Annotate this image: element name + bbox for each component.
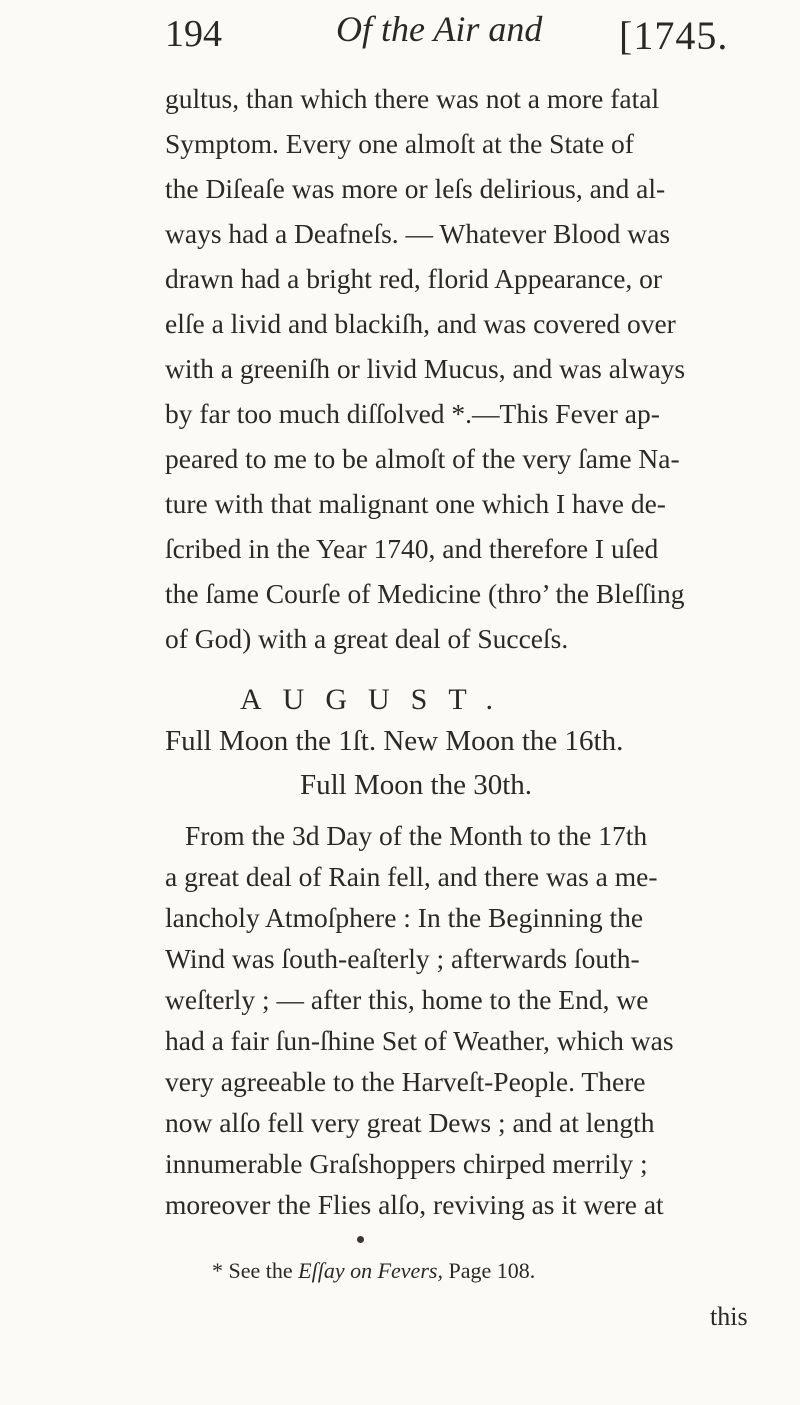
moon-phases-line-1: Full Moon the 1ſt. New Moon the 16th. <box>165 725 624 757</box>
text-line: with a greeniſh or livid Mucus, and was always <box>165 353 686 384</box>
text-line: moreover the Flies alſo, reviving as it were at <box>165 1189 664 1220</box>
footnote-suffix: Page 108. <box>442 1258 536 1283</box>
text-line: weſterly ; — after this, home to the End, we <box>165 984 649 1015</box>
text-line: gultus, than which there was not a more fatal <box>165 83 660 114</box>
text-line: Symptom. Every one almoſt at the State of <box>165 128 634 159</box>
text-line: ways had a Deafneſs. — Whatever Blood was <box>165 218 671 249</box>
running-header <box>0 8 800 68</box>
running-title: Of the Air and <box>336 9 543 49</box>
page-number: 194 <box>165 13 222 55</box>
text-line: elſe a livid and blackiſh, and was covered over <box>165 308 676 339</box>
text-line: the ſame Courſe of Medicine (thro’ the Bleſſing <box>165 578 685 609</box>
text-line: by far too much diſſolved *.—This Fever ap- <box>165 398 660 429</box>
text-line: drawn had a bright red, florid Appearance, or <box>165 263 663 294</box>
text-line: peared to me to be almoſt of the very ſame Na- <box>165 443 680 474</box>
footnote-work: Eſſay on Fevers, <box>298 1258 443 1283</box>
text-line: Wind was ſouth-eaſterly ; afterwards ſouth- <box>165 943 640 974</box>
footnote-prefix: * See the <box>212 1258 299 1283</box>
text-line: ſcribed in the Year 1740, and therefore I uſed <box>165 533 659 564</box>
ink-dot <box>357 1236 364 1243</box>
moon-phases-line-2: Full Moon the 30th. <box>300 769 533 801</box>
text-line: innumerable Graſshoppers chirped merrily ; <box>165 1148 648 1179</box>
text-line: now alſo fell very great Dews ; and at length <box>165 1107 655 1138</box>
text-line: had a fair ſun-ſhine Set of Weather, which was <box>165 1025 674 1056</box>
section-heading: AUGUST. <box>240 683 514 716</box>
text-line: lancholy Atmoſphere : In the Beginning the <box>165 902 644 933</box>
text-line: ture with that malignant one which I have de- <box>165 488 666 519</box>
catchword: this <box>710 1302 748 1331</box>
text-line: a great deal of Rain fell, and there was a me- <box>165 861 658 892</box>
text-line: of God) with a great deal of Succeſs. <box>165 623 569 654</box>
footnote <box>212 1258 535 1284</box>
text-line: From the 3d Day of the Month to the 17th <box>185 820 648 851</box>
text-line: the Diſeaſe was more or leſs delirious, and al- <box>165 173 666 204</box>
header-year: [1745. <box>619 13 729 58</box>
text-line: very agreeable to the Harveſt-People. There <box>165 1066 646 1097</box>
